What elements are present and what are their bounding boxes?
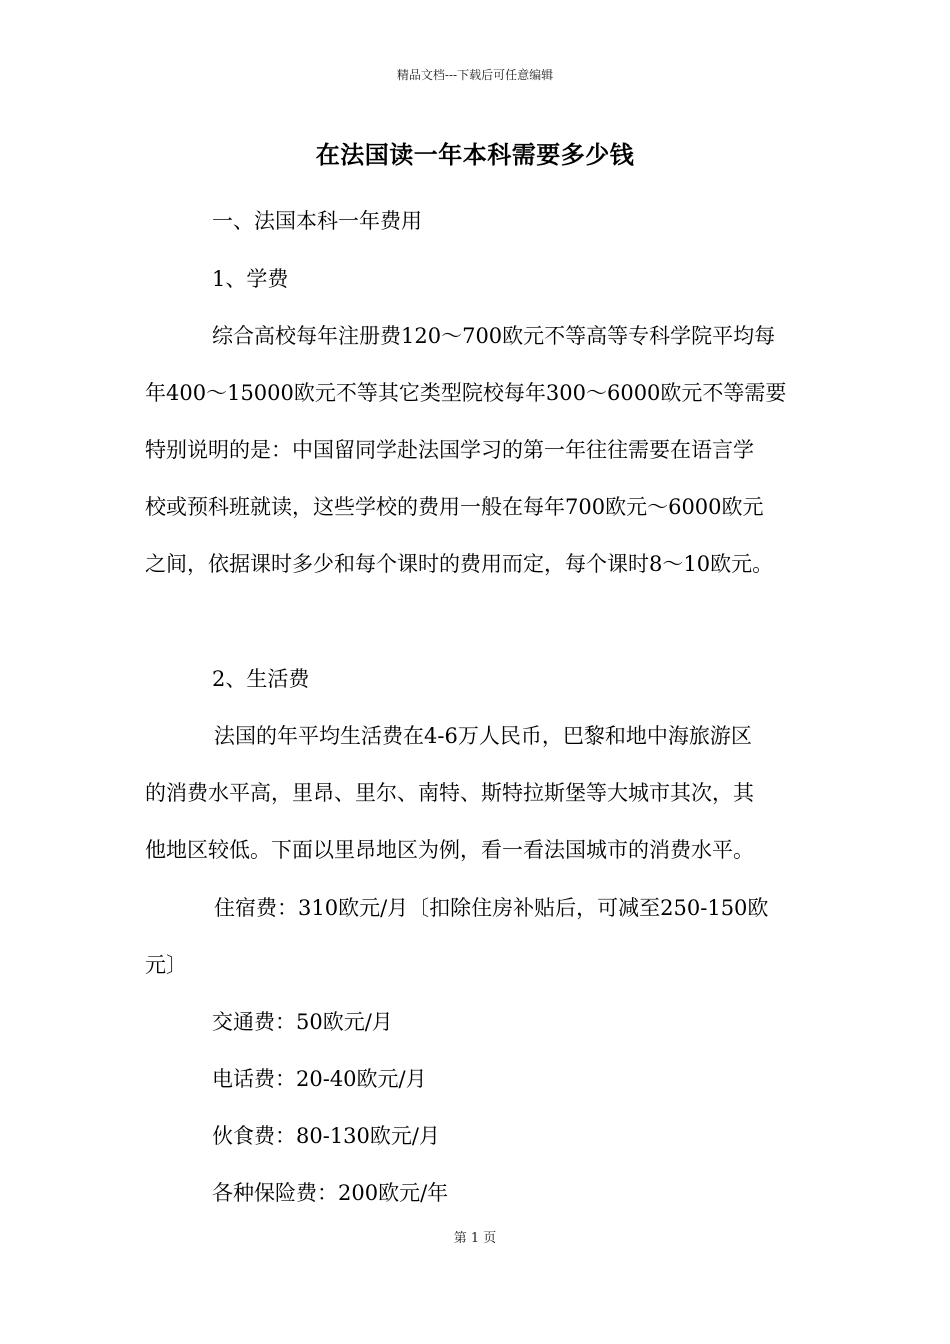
paragraph-line: 之间，依据课时多少和每个课时的费用而定，每个课时8～10欧元。	[145, 552, 774, 576]
section-heading: 一、法国本科一年费用	[212, 209, 422, 233]
paragraph-line: 年400～15000欧元不等其它类型院校每年300～6000欧元不等需要	[145, 381, 787, 405]
paragraph-line: 特别说明的是：中国留同学赴法国学习的第一年往往需要在语言学	[145, 438, 754, 462]
paragraph-line: 他地区较低。下面以里昂地区为例，看一看法国城市的消费水平。	[145, 838, 754, 862]
page-title: 在法国读一年本科需要多少钱	[315, 140, 635, 169]
paragraph-line: 综合高校每年注册费120～700欧元不等高等专科学院平均每	[212, 324, 776, 348]
header-note: 精品文档---下载后可任意编辑	[396, 68, 554, 82]
paragraph-line: 的消费水平高，里昂、里尔、南特、斯特拉斯堡等大城市其次，其	[145, 781, 754, 805]
subsection-heading: 2、生活费	[212, 667, 310, 691]
cost-item: 各种保险费：200欧元/年	[212, 1181, 449, 1205]
cost-item: 电话费：20-40欧元/月	[212, 1067, 427, 1091]
paragraph-line: 法国的年平均生活费在4-6万人民币，巴黎和地中海旅游区	[214, 724, 752, 748]
cost-item: 伙食费：80-130欧元/月	[212, 1124, 440, 1148]
page-number: 第 1 页	[453, 1231, 497, 1246]
cost-item: 住宿费：310欧元/月〔扣除住房补贴后，可减至250-150欧	[214, 896, 769, 920]
cost-item: 交通费：50欧元/月	[212, 1010, 393, 1034]
paragraph-line: 校或预科班就读，这些学校的费用一般在每年700欧元～6000欧元	[145, 495, 764, 519]
cost-item-continued: 元〕	[145, 953, 187, 977]
subsection-heading: 1、学费	[212, 267, 289, 291]
